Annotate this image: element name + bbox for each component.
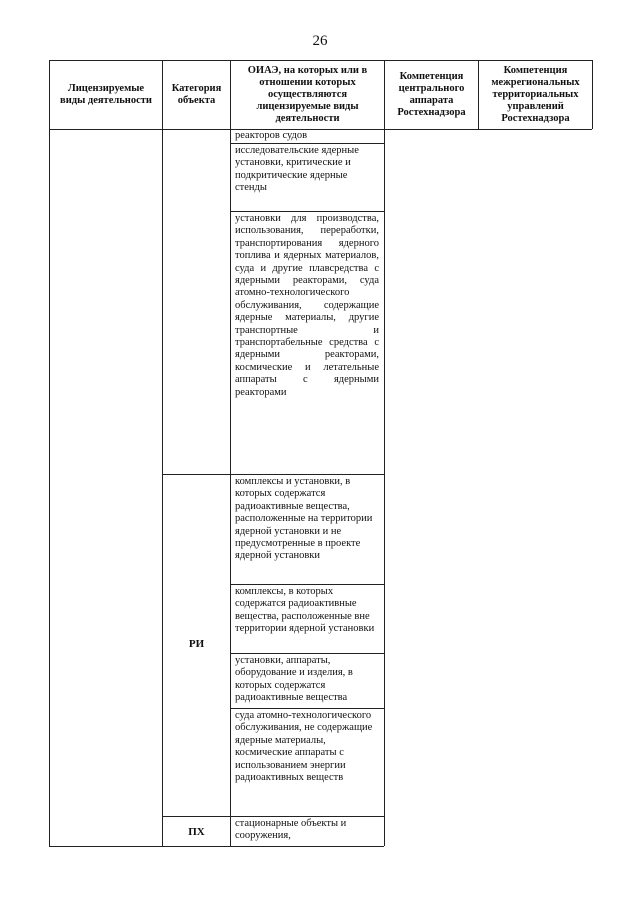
header-object: ОИАЭ, на которых или в отношении которых осуществляются лицензируемые виды деятельности xyxy=(247,65,368,124)
table-row: установки, аппараты, оборудование и изделия, в которых содержатся радиоактивные вещества xyxy=(235,655,353,704)
table-row: реакторов судов xyxy=(235,130,308,141)
category-px: ПХ xyxy=(188,826,205,838)
row-divider xyxy=(230,143,384,144)
table-row: стационарные объекты и сооружения, xyxy=(235,818,347,842)
header-category: Категория объекта xyxy=(171,83,222,106)
table-row: исследовательские ядерные установки, критические и подкритические ядерные стенды xyxy=(235,145,359,194)
table-right-border xyxy=(592,60,593,129)
row-divider xyxy=(162,474,384,475)
table-row: установки для производства, использования, переработки, транспортирования ядерного топлива и ядерных материалов, суда и другие плавсредства с ядерными реакторами, суда атомно-технологического обслуживания, содержащие ядерные материалы, другие транспортные и транспортабельные средства с ядерными реакторами, космические и летательные аппараты с ядерными реакторами xyxy=(235,213,379,398)
page-number: 26 xyxy=(312,33,328,49)
table-row: суда атомно-технологического обслуживания, не содержащие ядерные материалы, космические аппараты с использованием энергии радиоактивных веществ xyxy=(235,710,373,784)
column-divider xyxy=(384,60,385,846)
table-left-border xyxy=(49,60,50,846)
row-divider xyxy=(162,816,384,817)
row-divider xyxy=(230,653,384,654)
header-regional-competence: Компетенция межрегиональных территориальных управлений Ростехнадзора xyxy=(491,65,580,124)
table-bottom-border xyxy=(49,846,384,847)
row-divider xyxy=(230,584,384,585)
row-divider xyxy=(230,211,384,212)
header-activity: Лицензируемые виды деятельности xyxy=(60,83,152,106)
table-row: комплексы и установки, в которых содержатся радиоактивные вещества, расположенные на территории ядерной установки и не предусмотренные в проекте ядерной установки xyxy=(235,476,373,562)
column-divider xyxy=(162,60,163,846)
category-ri: РИ xyxy=(188,638,205,650)
header-central-competence: Компетенция центрального аппарата Ростехнадзора xyxy=(397,71,466,118)
row-divider xyxy=(230,708,384,709)
table-row: комплексы, в которых содержатся радиоактивные вещества, расположенные вне территории ядерной установки xyxy=(235,586,375,635)
